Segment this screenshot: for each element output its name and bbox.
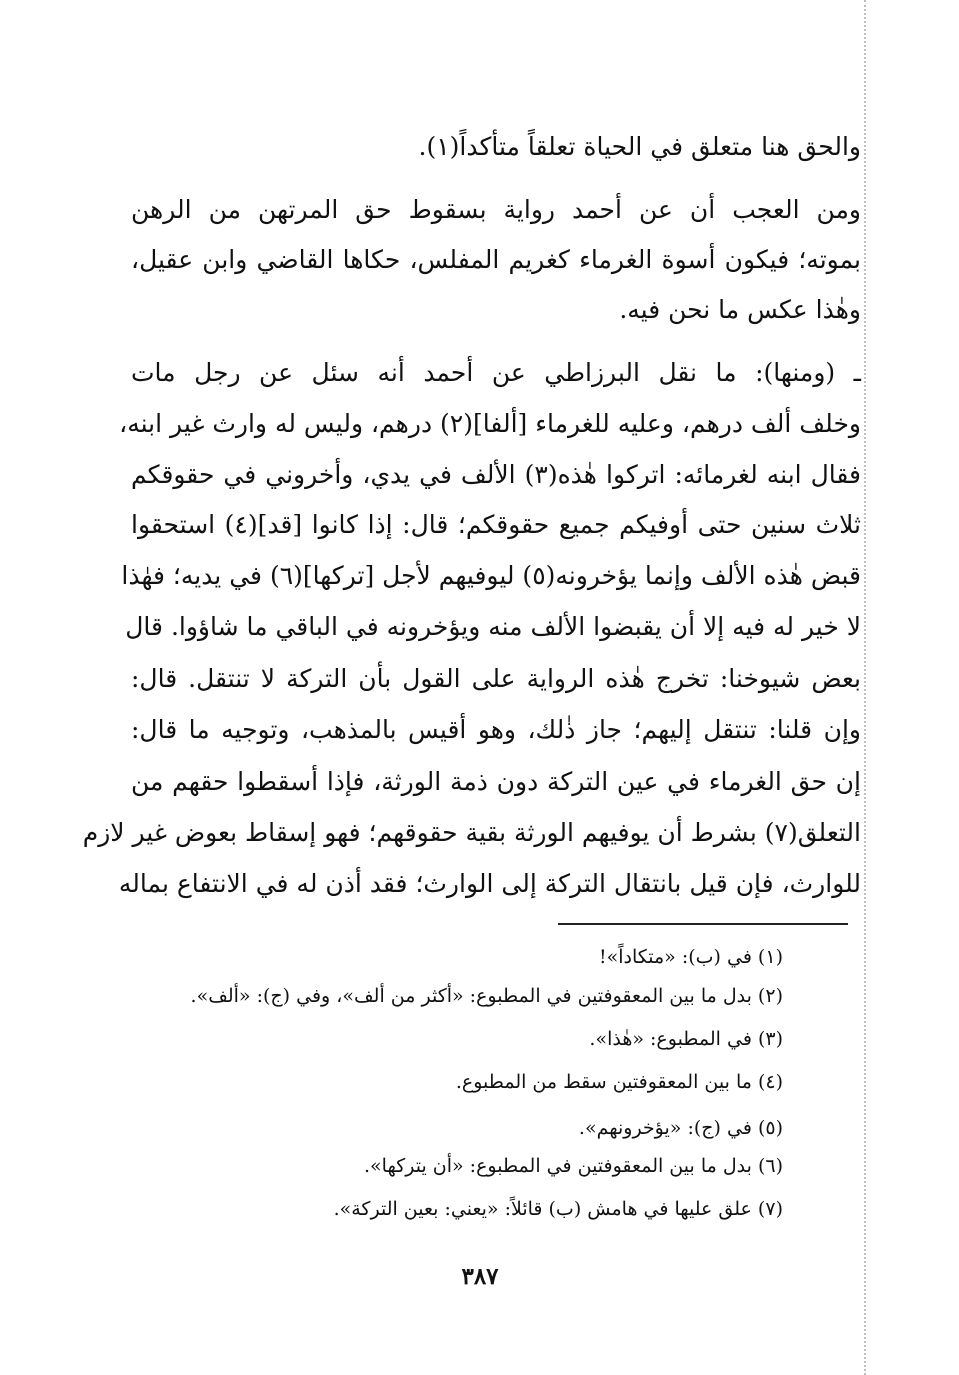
page-edge-dotted-line: [864, 0, 866, 1375]
footnote-1: (١) في (ب): «متكاداً»!: [598, 946, 783, 968]
footnote-6: (٦) بدل ما بين المعقوفتين في المطبوع: «أن يتركها».: [363, 1155, 783, 1177]
body-line-4: وهٰذا عكس ما نحن فيه.: [619, 295, 861, 324]
body-line-3: بموته؛ فيكون أسوة الغرماء كغريم المفلس، حكاها القاضي وابن عقيل،: [131, 245, 861, 274]
footnote-5: (٥) في (ج): «يؤخرونهم».: [578, 1117, 783, 1139]
body-line-10: لا خير له فيه إلا أن يقبضوا الألف منه ويؤخرونه في الباقي ما شاؤوا. قال: [125, 612, 861, 641]
page-number: ٣٨٧: [461, 1263, 499, 1290]
footnote-4: (٤) ما بين المعقوفتين سقط من المطبوع.: [455, 1071, 783, 1093]
body-line-9: قبض هٰذه الألف وإنما يؤخرونه(٥) ليوفيهم لأجل [تركها](٦) في يديه؛ فهٰذا: [121, 561, 861, 590]
body-line-1: والحق هنا متعلق في الحياة تعلقاً متأكداً(١).: [418, 132, 861, 161]
body-line-14: التعلق(٧) بشرط أن يوفيهم الورثة بقية حقوقهم؛ فهو إسقاط بعوض غير لازم: [82, 818, 861, 847]
body-line-2: ومن العجب أن عن أحمد رواية بسقوط حق المرتهن من الرهن: [131, 195, 861, 224]
footnote-separator: [558, 923, 848, 925]
body-line-13: إن حق الغرماء في عين التركة دون ذمة الورثة، فإذا أسقطوا حقهم من: [131, 767, 861, 796]
footnote-3: (٣) في المطبوع: «هٰذا».: [589, 1028, 783, 1050]
body-line-7: فقال ابنه لغرمائه: اتركوا هٰذه(٣) الألف في يدي، وأخروني في حقوقكم: [131, 460, 861, 489]
footnote-2: (٢) بدل ما بين المعقوفتين في المطبوع: «أكثر من ألف»، وفي (ج): «ألف».: [190, 985, 783, 1007]
body-line-15: للوارث، فإن قيل بانتقال التركة إلى الوارث؛ فقد أذن له في الانتفاع بماله: [118, 869, 861, 898]
body-line-5: ـ (ومنها): ما نقل البرزاطي عن أحمد أنه سئل عن رجل مات: [131, 358, 861, 387]
body-line-12: وإن قلنا: تنتقل إليهم؛ جاز ذٰلك، وهو أقيس بالمذهب، وتوجيه ما قال:: [131, 715, 861, 744]
body-line-6: وخلف ألف درهم، وعليه للغرماء [ألفا](٢) درهم، وليس له وارث غير ابنه،: [119, 409, 861, 438]
body-line-8: ثلاث سنين حتى أوفيكم جميع حقوقكم؛ قال: إذا كانوا [قد](٤) استحقوا: [131, 510, 861, 539]
footnote-7: (٧) علق عليها في هامش (ب) قائلاً: «يعني: بعين التركة».: [333, 1198, 783, 1220]
body-line-11: بعض شيوخنا: تخرج هٰذه الرواية على القول بأن التركة لا تنتقل. قال:: [131, 664, 861, 693]
